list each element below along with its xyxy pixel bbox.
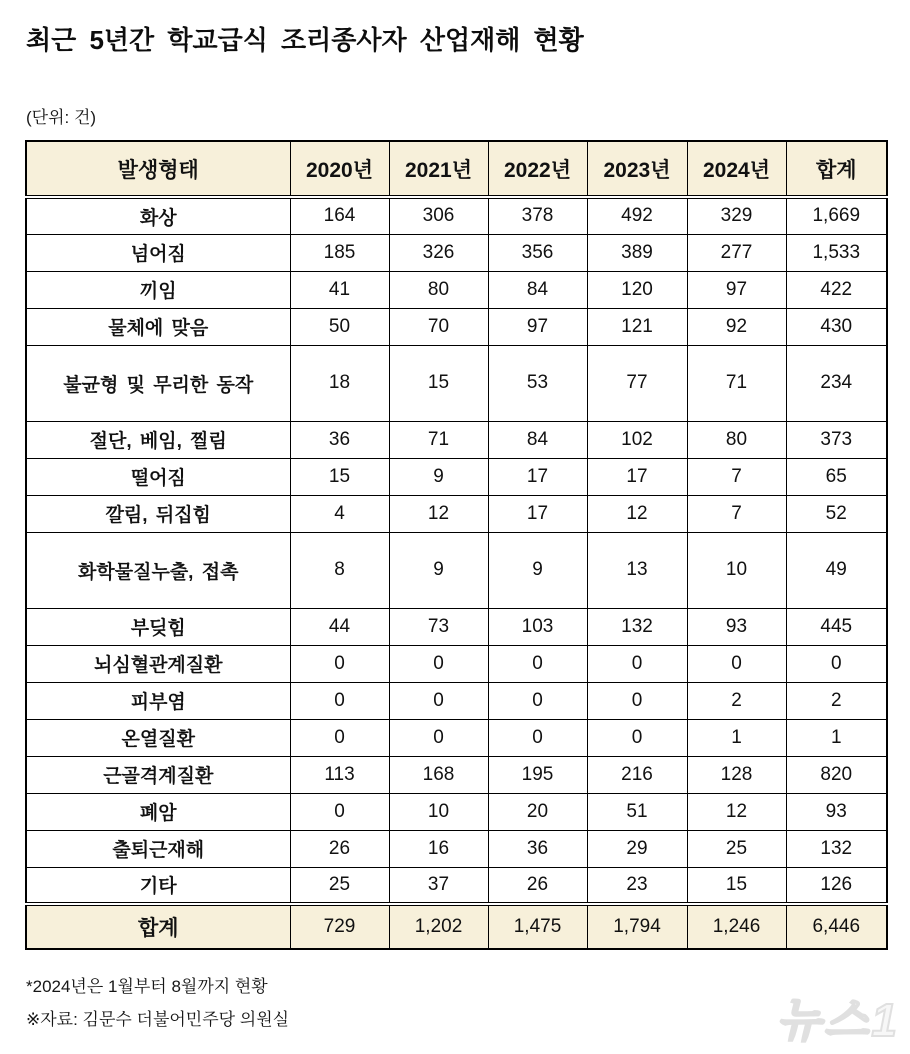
table-row: [26, 830, 887, 867]
value-cell: 18: [290, 345, 389, 421]
value-cell: 80: [687, 421, 786, 458]
value-cell: 29: [587, 830, 687, 867]
table-row: [26, 458, 887, 495]
column-header-2022: 2022년: [488, 141, 587, 197]
value-cell: 12: [687, 793, 786, 830]
value-cell: 17: [488, 495, 587, 532]
row-label: 기타: [26, 867, 290, 904]
column-header-2021: 2021년: [389, 141, 488, 197]
table-row: [26, 608, 887, 645]
table-row: [26, 197, 887, 234]
unit-label: (단위: 건): [26, 108, 97, 127]
value-cell: 44: [290, 608, 389, 645]
value-cell: 97: [488, 308, 587, 345]
row-label: 온열질환: [26, 719, 290, 756]
row-label: 폐암: [26, 793, 290, 830]
table-row: [26, 793, 887, 830]
value-cell: 71: [687, 345, 786, 421]
value-cell: 329: [687, 197, 786, 234]
column-header-total: 합계: [786, 141, 887, 197]
value-cell: 13: [587, 532, 687, 608]
value-cell: 0: [587, 719, 687, 756]
value-cell: 121: [587, 308, 687, 345]
value-cell: 306: [389, 197, 488, 234]
table-row: [26, 682, 887, 719]
value-cell: 0: [389, 682, 488, 719]
row-label: 피부염: [26, 682, 290, 719]
value-cell: 126: [786, 867, 887, 904]
value-cell: 168: [389, 756, 488, 793]
value-cell: 0: [587, 682, 687, 719]
value-cell: 71: [389, 421, 488, 458]
footnotes: [26, 970, 886, 1036]
footnote-2024-period: *2024년은 1월부터 8월까지 현황: [26, 977, 268, 996]
value-cell: 113: [290, 756, 389, 793]
table-row: [26, 756, 887, 793]
value-cell: 26: [488, 867, 587, 904]
column-header-type: 발생형태: [26, 141, 290, 197]
value-cell: 0: [488, 645, 587, 682]
table-row: [26, 308, 887, 345]
column-header-2024: 2024년: [687, 141, 786, 197]
value-cell: 103: [488, 608, 587, 645]
row-label: 뇌심혈관계질환: [26, 645, 290, 682]
row-label: 넘어짐: [26, 234, 290, 271]
value-cell: 820: [786, 756, 887, 793]
row-label: 부딪힘: [26, 608, 290, 645]
value-cell: 373: [786, 421, 887, 458]
table-row: [26, 645, 887, 682]
row-label: 화상: [26, 197, 290, 234]
value-cell: 53: [488, 345, 587, 421]
value-cell: 216: [587, 756, 687, 793]
value-cell: 1: [687, 719, 786, 756]
table-row: [26, 719, 887, 756]
value-cell: 7: [687, 495, 786, 532]
value-cell: 77: [587, 345, 687, 421]
value-cell: 120: [587, 271, 687, 308]
table-row: [26, 271, 887, 308]
column-header-2023: 2023년: [587, 141, 687, 197]
value-cell: 50: [290, 308, 389, 345]
table-row: [26, 532, 887, 608]
total-value-2024: 1,246: [687, 904, 786, 949]
row-label: 근골격계질환: [26, 756, 290, 793]
value-cell: 1,533: [786, 234, 887, 271]
value-cell: 84: [488, 421, 587, 458]
value-cell: 73: [389, 608, 488, 645]
value-cell: 20: [488, 793, 587, 830]
header-row: [26, 141, 887, 197]
row-label: 물체에 맞음: [26, 308, 290, 345]
value-cell: 26: [290, 830, 389, 867]
value-cell: 492: [587, 197, 687, 234]
value-cell: 36: [488, 830, 587, 867]
row-label: 화학물질누출, 접촉: [26, 532, 290, 608]
value-cell: 25: [687, 830, 786, 867]
value-cell: 1: [786, 719, 887, 756]
value-cell: 15: [687, 867, 786, 904]
value-cell: 0: [290, 682, 389, 719]
value-cell: 378: [488, 197, 587, 234]
value-cell: 52: [786, 495, 887, 532]
value-cell: 0: [290, 793, 389, 830]
row-label: 절단, 베임, 찔림: [26, 421, 290, 458]
value-cell: 128: [687, 756, 786, 793]
value-cell: 65: [786, 458, 887, 495]
value-cell: 7: [687, 458, 786, 495]
value-cell: 164: [290, 197, 389, 234]
value-cell: 1,669: [786, 197, 887, 234]
row-label: 깔림, 뒤집힘: [26, 495, 290, 532]
value-cell: 93: [786, 793, 887, 830]
value-cell: 0: [389, 645, 488, 682]
value-cell: 92: [687, 308, 786, 345]
value-cell: 9: [389, 532, 488, 608]
value-cell: 16: [389, 830, 488, 867]
value-cell: 9: [389, 458, 488, 495]
value-cell: 195: [488, 756, 587, 793]
value-cell: 17: [587, 458, 687, 495]
value-cell: 10: [389, 793, 488, 830]
row-label: 떨어짐: [26, 458, 290, 495]
total-row-label: 합계: [26, 904, 290, 949]
total-value-2022: 1,475: [488, 904, 587, 949]
value-cell: 422: [786, 271, 887, 308]
value-cell: 0: [488, 719, 587, 756]
value-cell: 0: [290, 645, 389, 682]
value-cell: 234: [786, 345, 887, 421]
value-cell: 17: [488, 458, 587, 495]
value-cell: 326: [389, 234, 488, 271]
table-row: [26, 345, 887, 421]
value-cell: 430: [786, 308, 887, 345]
value-cell: 37: [389, 867, 488, 904]
table-row: [26, 495, 887, 532]
value-cell: 25: [290, 867, 389, 904]
value-cell: 9: [488, 532, 587, 608]
value-cell: 84: [488, 271, 587, 308]
value-cell: 0: [786, 645, 887, 682]
total-value-2020: 729: [290, 904, 389, 949]
value-cell: 445: [786, 608, 887, 645]
table-row: [26, 867, 887, 904]
value-cell: 356: [488, 234, 587, 271]
value-cell: 102: [587, 421, 687, 458]
row-label: 출퇴근재해: [26, 830, 290, 867]
table-row: [26, 234, 887, 271]
accidents-table: [25, 140, 888, 950]
total-row: [26, 904, 887, 949]
value-cell: 93: [687, 608, 786, 645]
value-cell: 15: [290, 458, 389, 495]
column-header-2020: 2020년: [290, 141, 389, 197]
value-cell: 97: [687, 271, 786, 308]
value-cell: 70: [389, 308, 488, 345]
value-cell: 51: [587, 793, 687, 830]
news1-watermark: 뉴스1: [776, 994, 900, 1046]
value-cell: 132: [587, 608, 687, 645]
value-cell: 2: [687, 682, 786, 719]
value-cell: 389: [587, 234, 687, 271]
value-cell: 12: [587, 495, 687, 532]
value-cell: 49: [786, 532, 887, 608]
total-value-2021: 1,202: [389, 904, 488, 949]
value-cell: 15: [389, 345, 488, 421]
value-cell: 185: [290, 234, 389, 271]
row-label: 불균형 및 무리한 동작: [26, 345, 290, 421]
value-cell: 0: [488, 682, 587, 719]
value-cell: 36: [290, 421, 389, 458]
value-cell: 4: [290, 495, 389, 532]
value-cell: 277: [687, 234, 786, 271]
total-value-2023: 1,794: [587, 904, 687, 949]
table-row: [26, 421, 887, 458]
value-cell: 0: [290, 719, 389, 756]
value-cell: 132: [786, 830, 887, 867]
page-title: 최근 5년간 학교급식 조리종사자 산업재해 현황: [26, 25, 584, 55]
value-cell: 0: [587, 645, 687, 682]
value-cell: 80: [389, 271, 488, 308]
footnote-source: ※자료: 김문수 더불어민주당 의원실: [26, 1010, 290, 1030]
value-cell: 0: [389, 719, 488, 756]
value-cell: 10: [687, 532, 786, 608]
value-cell: 23: [587, 867, 687, 904]
value-cell: 2: [786, 682, 887, 719]
total-value-sum: 6,446: [786, 904, 887, 949]
value-cell: 0: [687, 645, 786, 682]
value-cell: 8: [290, 532, 389, 608]
row-label: 끼임: [26, 271, 290, 308]
value-cell: 41: [290, 271, 389, 308]
value-cell: 12: [389, 495, 488, 532]
